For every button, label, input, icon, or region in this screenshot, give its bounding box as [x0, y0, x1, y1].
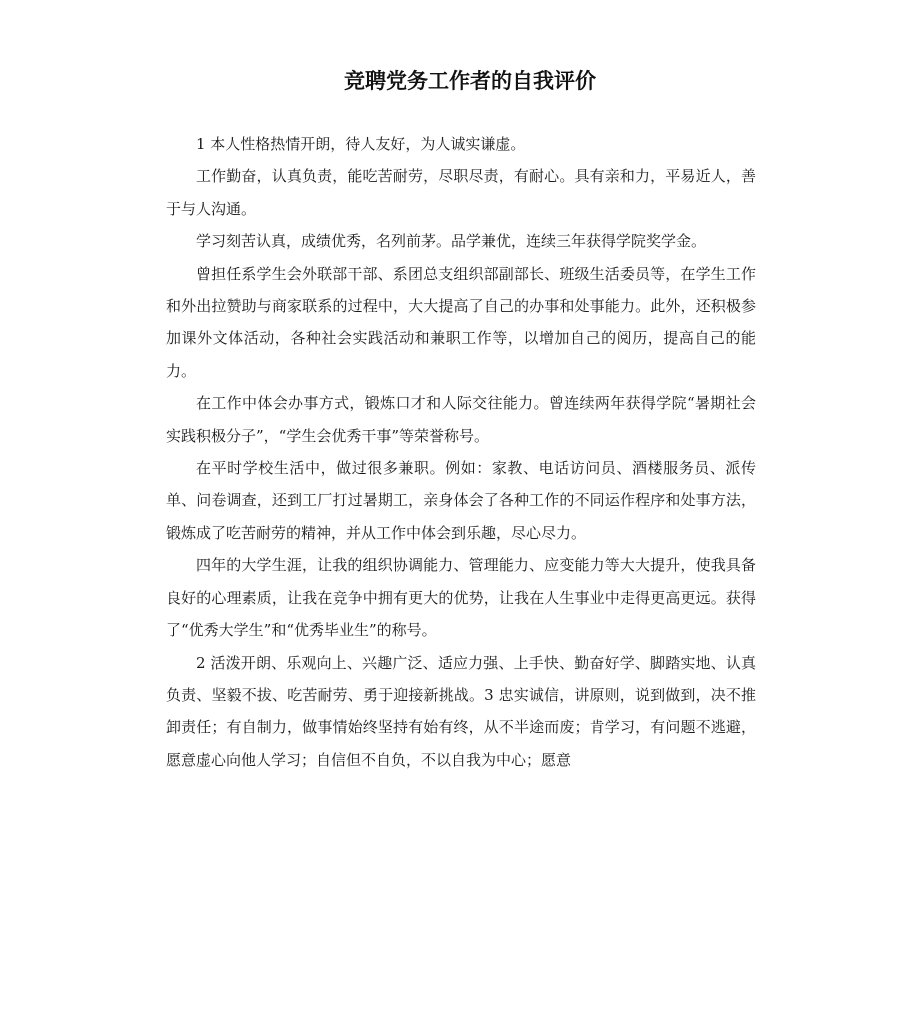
paragraph: 在平时学校生活中，做过很多兼职。例如：家教、电话访问员、酒楼服务员、派传单、问卷调查，还到工厂打过暑期工，亲身体会了各种工作的不同运作程序和处事方法，锻炼成了吃苦耐劳的精神，并从工作中体会到乐趣，尽心尽力。: [166, 459, 756, 542]
paragraph: 在工作中体会办事方式，锻炼口才和人际交往能力。曾连续两年获得学院“暑期社会实践积极分子”，“学生会优秀干事”等荣誉称号。: [166, 394, 756, 445]
paragraph: 学习刻苦认真，成绩优秀，名列前茅。品学兼优，连续三年获得学院奖学金。: [196, 232, 707, 251]
paragraph: 曾担任系学生会外联部干部、系团总支组织部副部长、班级生活委员等，在学生工作和外出拉赞助与商家联系的过程中，大大提高了自己的办事和处事能力。此外，还积极参加课外文体活动，各种社会实践活动和兼职工作等，以增加自己的阅历，提高自己的能力。: [166, 264, 756, 380]
paragraph: 2 活泼开朗、乐观向上、兴趣广泛、适应力强、上手快、勤奋好学、脚踏实地、认真负责、坚毅不拔、吃苦耐劳、勇于迎接新挑战。3 忠实诚信，讲原则，说到做到，决不推卸责任；有自制力，做事情始终坚持有始有终，从不半途而废；肯学习，有问题不逃避，愿意虚心向他人学习；自信但不自负，不以自我为中心；愿意: [166, 653, 756, 769]
document-title: 竞聘党务工作者的自我评价: [344, 69, 596, 93]
paragraph: 1 本人性格热情开朗，待人友好，为人诚实谦虚。: [196, 135, 526, 153]
paragraph: 四年的大学生涯，让我的组织协调能力、管理能力、应变能力等大大提升，使我具备良好的心理素质，让我在竞争中拥有更大的优势，让我在人生事业中走得更高更远。获得了“优秀大学生”和“优秀毕业生”的称号。: [166, 556, 756, 640]
document-body: [166, 128, 756, 776]
paragraph: 工作勤奋，认真负责，能吃苦耐劳，尽职尽责，有耐心。具有亲和力，平易近人，善于与人沟通。: [166, 167, 756, 218]
